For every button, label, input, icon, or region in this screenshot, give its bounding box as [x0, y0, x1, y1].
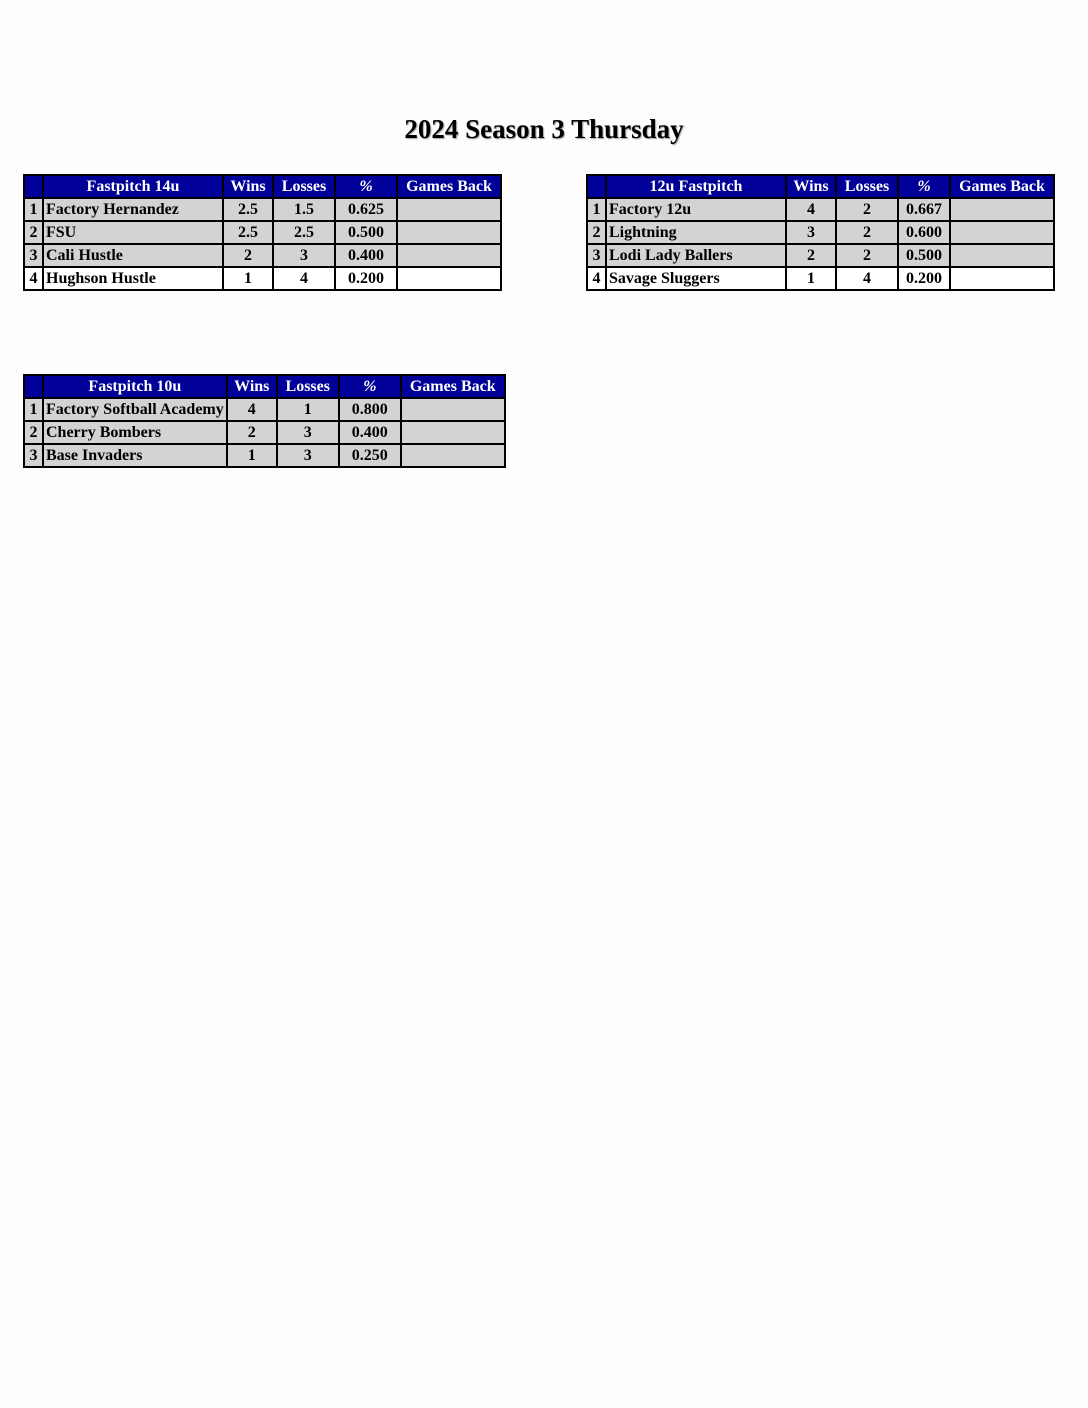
wins-cell: 1 [786, 267, 836, 290]
games-back-cell [401, 421, 505, 444]
rank-cell: 2 [587, 221, 606, 244]
pct-header: % [339, 375, 401, 398]
table-header-row [24, 175, 501, 198]
games-back-cell [397, 221, 501, 244]
table-row [24, 244, 501, 267]
table-row [24, 267, 501, 290]
rank-cell: 4 [24, 267, 43, 290]
pct-cell: 0.500 [898, 244, 950, 267]
losses-cell: 1.5 [273, 198, 335, 221]
table-row [24, 198, 501, 221]
wins-cell: 2 [227, 421, 277, 444]
games-back-header: Games Back [397, 175, 501, 198]
rank-header [24, 375, 43, 398]
rank-cell: 1 [24, 398, 43, 421]
losses-header: Losses [277, 375, 339, 398]
games-back-cell [950, 221, 1054, 244]
table-row [24, 444, 505, 467]
losses-cell: 3 [277, 444, 339, 467]
wins-cell: 2.5 [223, 221, 273, 244]
rank-cell: 2 [24, 421, 43, 444]
rank-header [24, 175, 43, 198]
table-header-row [24, 375, 505, 398]
losses-cell: 4 [273, 267, 335, 290]
team-cell: Cherry Bombers [43, 421, 227, 444]
games-back-cell [397, 244, 501, 267]
team-cell: Base Invaders [43, 444, 227, 467]
rank-cell: 3 [24, 444, 43, 467]
page-title: 2024 Season 3 Thursday [404, 114, 684, 144]
wins-header: Wins [786, 175, 836, 198]
losses-header: Losses [836, 175, 898, 198]
team-cell: Factory Hernandez [43, 198, 223, 221]
games-back-header: Games Back [401, 375, 505, 398]
table-row [587, 221, 1054, 244]
pct-cell: 0.250 [339, 444, 401, 467]
games-back-cell [950, 267, 1054, 290]
team-cell: Cali Hustle [43, 244, 223, 267]
pct-header: % [335, 175, 397, 198]
rank-cell: 4 [587, 267, 606, 290]
table-header-row [587, 175, 1054, 198]
pct-cell: 0.400 [339, 421, 401, 444]
table-row [24, 421, 505, 444]
wins-cell: 2 [223, 244, 273, 267]
wins-header: Wins [227, 375, 277, 398]
losses-cell: 2 [836, 198, 898, 221]
team-cell: Factory Softball Academy [43, 398, 227, 421]
pct-cell: 0.600 [898, 221, 950, 244]
losses-cell: 4 [836, 267, 898, 290]
table-row [587, 198, 1054, 221]
losses-cell: 2.5 [273, 221, 335, 244]
division-name: Fastpitch 10u [43, 375, 227, 398]
division-name: Fastpitch 14u [43, 175, 223, 198]
standings-table-12u-fastpitch [586, 174, 1055, 291]
games-back-header: Games Back [950, 175, 1054, 198]
rank-cell: 3 [587, 244, 606, 267]
wins-cell: 1 [227, 444, 277, 467]
team-cell: Savage Sluggers [606, 267, 786, 290]
games-back-cell [401, 444, 505, 467]
games-back-cell [397, 198, 501, 221]
pct-cell: 0.500 [335, 221, 397, 244]
wins-cell: 3 [786, 221, 836, 244]
pct-cell: 0.800 [339, 398, 401, 421]
rank-cell: 2 [24, 221, 43, 244]
table-row [24, 221, 501, 244]
games-back-cell [950, 244, 1054, 267]
wins-cell: 4 [227, 398, 277, 421]
wins-cell: 2.5 [223, 198, 273, 221]
team-cell: Factory 12u [606, 198, 786, 221]
team-cell: Lightning [606, 221, 786, 244]
team-cell: Lodi Lady Ballers [606, 244, 786, 267]
pct-cell: 0.400 [335, 244, 397, 267]
table-row [587, 267, 1054, 290]
team-cell: FSU [43, 221, 223, 244]
pct-header: % [898, 175, 950, 198]
losses-cell: 3 [277, 421, 339, 444]
games-back-cell [397, 267, 501, 290]
pct-cell: 0.200 [898, 267, 950, 290]
team-cell: Hughson Hustle [43, 267, 223, 290]
rank-cell: 1 [24, 198, 43, 221]
losses-cell: 1 [277, 398, 339, 421]
standings-table-fastpitch-10u [23, 374, 506, 468]
losses-cell: 2 [836, 244, 898, 267]
wins-cell: 1 [223, 267, 273, 290]
table-row [587, 244, 1054, 267]
pct-cell: 0.200 [335, 267, 397, 290]
wins-cell: 2 [786, 244, 836, 267]
pct-cell: 0.667 [898, 198, 950, 221]
games-back-cell [950, 198, 1054, 221]
losses-cell: 2 [836, 221, 898, 244]
division-name: 12u Fastpitch [606, 175, 786, 198]
losses-cell: 3 [273, 244, 335, 267]
table-row [24, 398, 505, 421]
standings-table-fastpitch-14u [23, 174, 502, 291]
losses-header: Losses [273, 175, 335, 198]
rank-cell: 3 [24, 244, 43, 267]
wins-header: Wins [223, 175, 273, 198]
rank-cell: 1 [587, 198, 606, 221]
wins-cell: 4 [786, 198, 836, 221]
rank-header [587, 175, 606, 198]
games-back-cell [401, 398, 505, 421]
pct-cell: 0.625 [335, 198, 397, 221]
